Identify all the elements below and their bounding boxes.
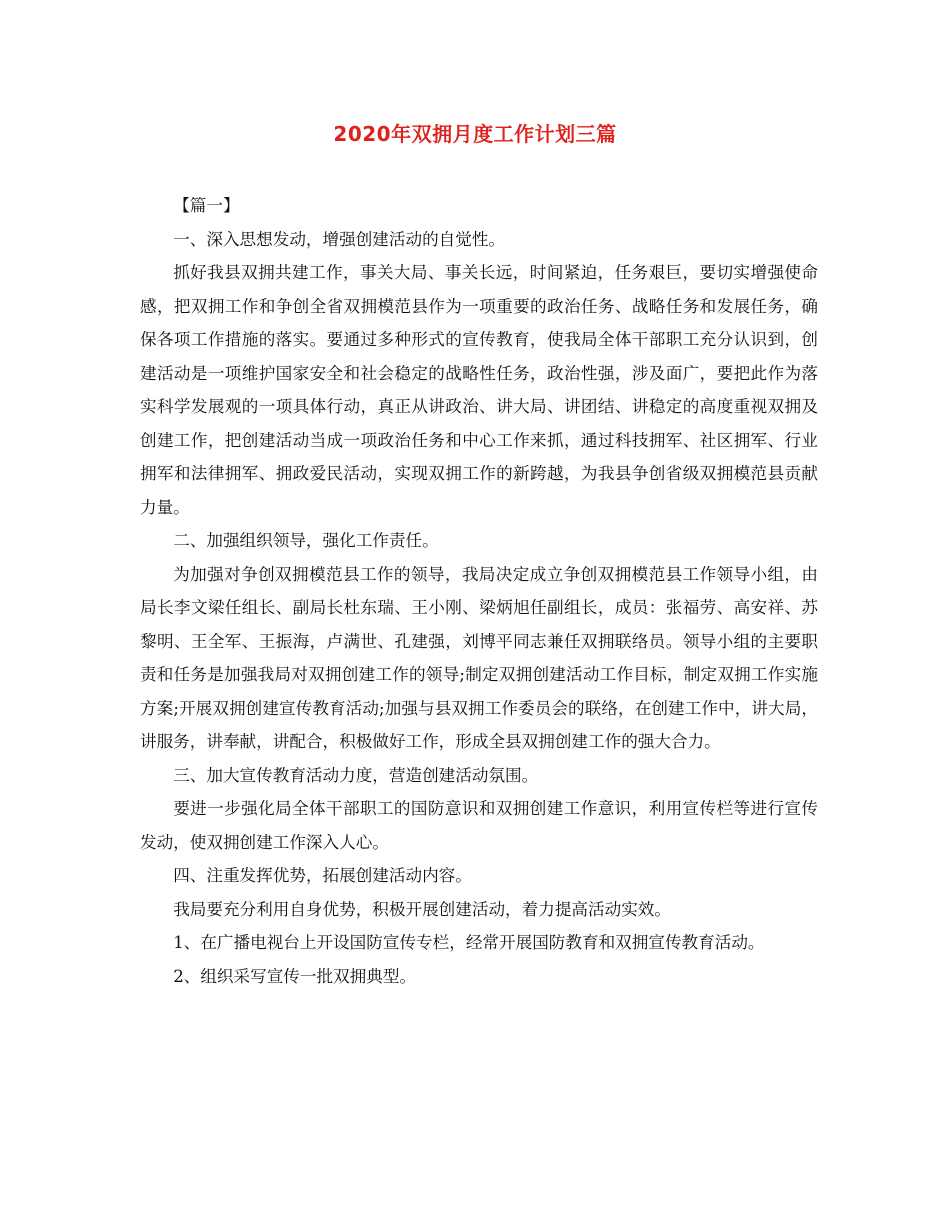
heading-4: 四、注重发挥优势，拓展创建活动内容。 (173, 866, 472, 885)
list-item: 1、在广播电视台上开设国防宣传专栏，经常开展国防教育和双拥宣传教育活动。 (173, 933, 765, 952)
document-body (140, 189, 818, 993)
paragraph: 要进一步强化局全体干部职工的国防意识和双拥创建工作意识，利用宣传栏等进行宣传发动，使双拥创建工作深入人心。 (140, 799, 818, 852)
heading-2: 二、加强组织领导，强化工作责任。 (173, 531, 439, 550)
paragraph: 为加强对争创双拥模范县工作的领导，我局决定成立争创双拥模范县工作领导小组，由局长李文梁任组长、副局长杜东瑞、王小刚、梁炳旭任副组长，成员：张福劳、高安祥、苏黎明、王全军、王振海，卢满世、孔建强，刘博平同志兼任双拥联络员。领导小组的主要职责和任务是加强我局对双拥创建工作的领导;制定双拥创建活动工作目标，制定双拥工作实施方案;开展双拥创建宣传教育活动;加强与县双拥工作委员会的联络，在创建工作中，讲大局，讲服务，讲奉献，讲配合，积极做好工作，形成全县双拥创建工作的强大合力。 (140, 564, 818, 751)
paragraph: 我局要充分利用自身优势，积极开展创建活动，着力提高活动实效。 (173, 899, 671, 919)
heading-1: 一、深入思想发动，增强创建活动的自觉性。 (173, 229, 506, 249)
paragraph: 抓好我县双拥共建工作，事关大局、事关长远，时间紧迫，任务艰巨，要切实增强使命感，把双拥工作和争创全省双拥模范县作为一项重要的政治任务、战略任务和发展任务，确保各项工作措施的落实。要通过多种形式的宣传教育，使我局全体干部职工充分认识到，创建活动是一项维护国家安全和社会稳定的战略性任务，政治性强，涉及面广，要把此作为落实科学发展观的一项具体行动，真正从讲政治、讲大局、讲团结、讲稳定的高度重视双拥及创建工作，把创建活动当成一项政治任务和中心工作来抓，通过科技拥军、社区拥军、行业拥军和法律拥军、拥政爱民活动，实现双拥工作的新跨越，为我县争创省级双拥模范县贡献力量。 (140, 263, 818, 517)
section-label: 【篇一】 (173, 196, 240, 215)
document-title: 2020年双拥月度工作计划三篇 (333, 122, 617, 146)
list-item: 2、组织采写宣传一批双拥典型。 (173, 966, 417, 986)
heading-3: 三、加大宣传教育活动力度，营造创建活动氛围。 (173, 765, 539, 785)
